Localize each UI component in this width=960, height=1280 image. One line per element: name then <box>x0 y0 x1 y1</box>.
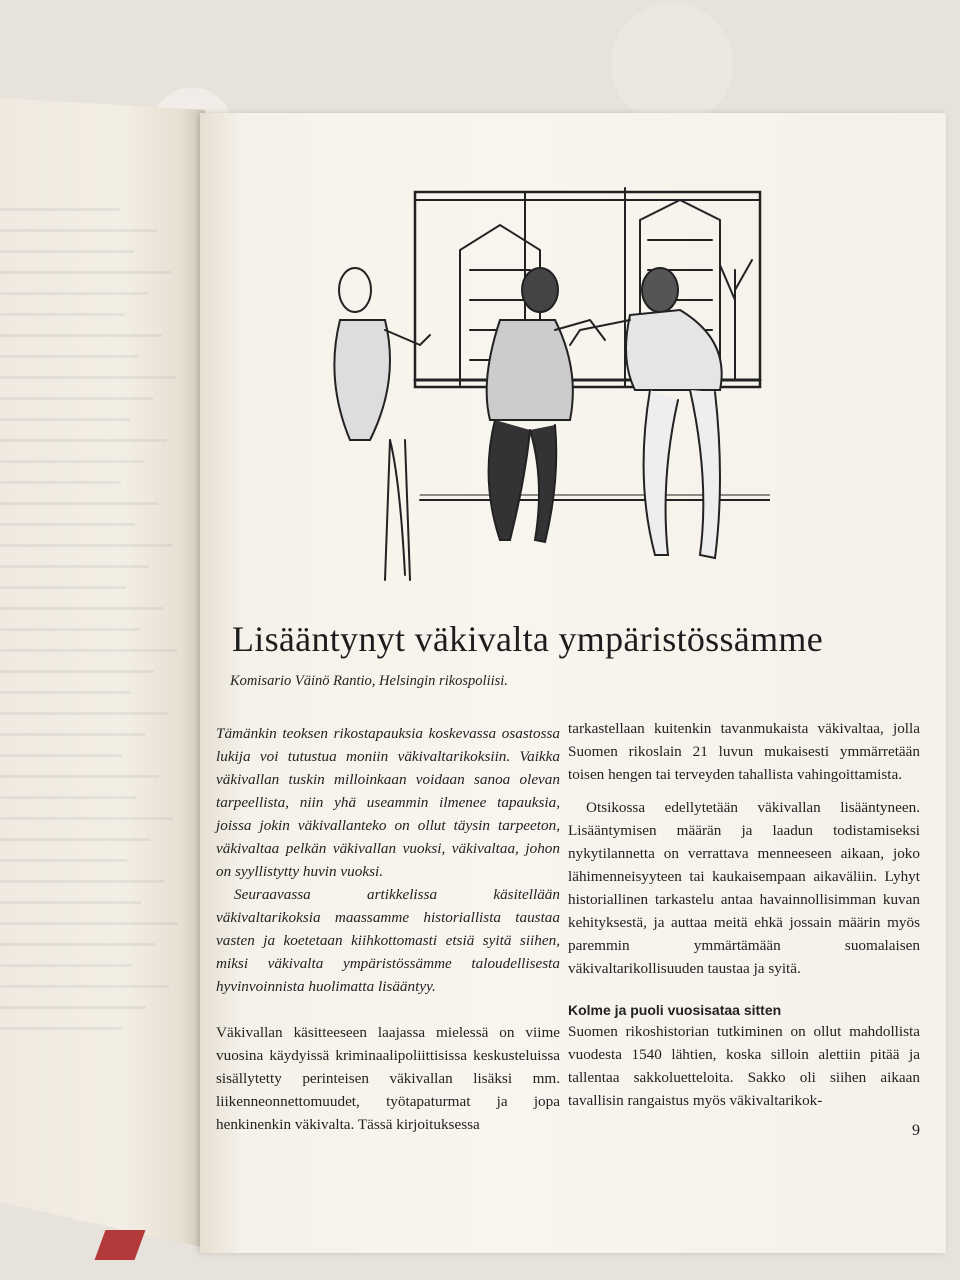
ghost-text-line <box>0 964 132 967</box>
ghost-text-line <box>0 754 122 757</box>
ghost-text-line <box>0 523 135 526</box>
ghost-text-line <box>0 922 178 925</box>
ghost-text-line <box>0 943 155 946</box>
ghost-text-line <box>0 313 125 316</box>
body-paragraph: Väkivallan käsitteeseen laajassa mielessä on viime vuosina käydyissä kriminaalipoliittisissa keskusteluissa sisällytetty perinteisen väkivallan lisäksi mm. liikenneonnettomuudet, työtapaturmat ja jopa henkinenkin väkivalta. Tässä kirjoituksessa <box>216 1024 560 1133</box>
ghost-text-line <box>0 502 158 505</box>
ghost-text-line <box>0 208 120 211</box>
ghost-text-line <box>0 796 136 799</box>
ghost-text-line <box>0 817 173 820</box>
ghost-text-line <box>0 229 157 232</box>
ghost-text-line <box>0 901 141 904</box>
ghost-text-line <box>0 481 121 484</box>
previous-page <box>0 98 205 1248</box>
ghost-text-line <box>0 859 127 862</box>
article-title: Lisääntynyt väkivalta ympäristössämme <box>232 619 823 659</box>
ghost-text-line <box>0 649 177 652</box>
ghost-text-line <box>0 586 126 589</box>
ghost-text-line <box>0 1006 146 1009</box>
ghost-text-line <box>0 880 164 883</box>
ghost-text-line <box>0 544 172 547</box>
ghost-text-line <box>0 628 140 631</box>
ghost-text-line <box>0 838 150 841</box>
ghost-text-line <box>0 712 168 715</box>
ghost-text-line <box>0 334 162 337</box>
left-column <box>216 722 560 1136</box>
ghost-text-line <box>0 250 134 253</box>
article-byline: Komisario Väinö Rantio, Helsingin rikospoliisi. <box>230 673 508 689</box>
intro-paragraph: Seuraavassa artikkelissa käsitellään väkivaltarikoksia maassamme historiallista taustaa vasten ja koetetaan kiihkottomasti etsiä syitä siihen, miksi väkivalta ympäristössämme taloudellisesta hyvinvoinnista huolimatta lisääntyy. <box>216 886 560 995</box>
section-heading: Kolme ja puoli vuosisataa sitten <box>568 1002 782 1018</box>
ghost-text-line <box>0 397 153 400</box>
ghost-text-line <box>0 271 171 274</box>
ghost-text-line <box>0 292 148 295</box>
ghost-text-line <box>0 775 159 778</box>
ghost-text-line <box>0 607 163 610</box>
ghost-text-line <box>0 733 145 736</box>
body-paragraph: Otsikossa edellytetään väkivallan lisääntyneen. Lisääntymisen määrän ja laadun todistamiseksi nykytilannetta on verrattava menneeseen aikaan, joko lähimenneisyyteen tai kaukaisempaan aikaväliin. Lyhyt historiallinen tarkastelu antaa havainnollisimman kuvan kehityksestä, ja auttaa meitä ehkä jossain määrin myös paremmin ymmärtämään suomalaisen väkivaltarikollisuuden taustaa ja syitä. <box>568 799 920 977</box>
body-paragraph: tarkastellaan kuitenkin tavanmukaista väkivaltaa, jolla Suomen rikoslain 21 luvun mukaisesti ymmärretään toisen hengen tai terveyden tahallista vahingoittamista. <box>568 720 920 783</box>
page-number: 9 <box>912 1122 920 1139</box>
ghost-text-line <box>0 985 169 988</box>
ghost-text-line <box>0 376 176 379</box>
ghost-text-line <box>0 460 144 463</box>
ghost-text-line <box>0 355 139 358</box>
ghost-text-line <box>0 670 154 673</box>
right-column <box>568 717 920 1112</box>
ghost-text-line <box>0 418 130 421</box>
ghost-text-line <box>0 691 131 694</box>
fight-illustration <box>330 180 770 590</box>
ghost-text-line <box>0 1027 123 1030</box>
intro-paragraph: Tämänkin teoksen rikostapauksia koskevassa osastossa lukija voi tutustua moniin väkivaltarikoksiin. Vaikka väkivallan tuskin milloinkaan voidaan sanoa olevan tarpeellista, niin yhä useammin ilmenee tapauksia, joissa jokin väkivallanteko on ollut täysin tarpeeton, väkivaltaa pelkän väkivallan vuoksi, väkivaltaa, johon on syyllistytty huvin vuoksi. <box>216 725 560 880</box>
body-paragraph: Suomen rikoshistorian tutkiminen on ollut mahdollista vuodesta 1540 lähtien, koska silloin alettiin pitää ja tallentaa sakkoluetteloita. Sakko oli siihen aikaan tavallisin rangaistus myös väkivaltarikok- <box>568 1023 920 1109</box>
ghost-text-line <box>0 565 149 568</box>
ghost-text-line <box>0 439 167 442</box>
